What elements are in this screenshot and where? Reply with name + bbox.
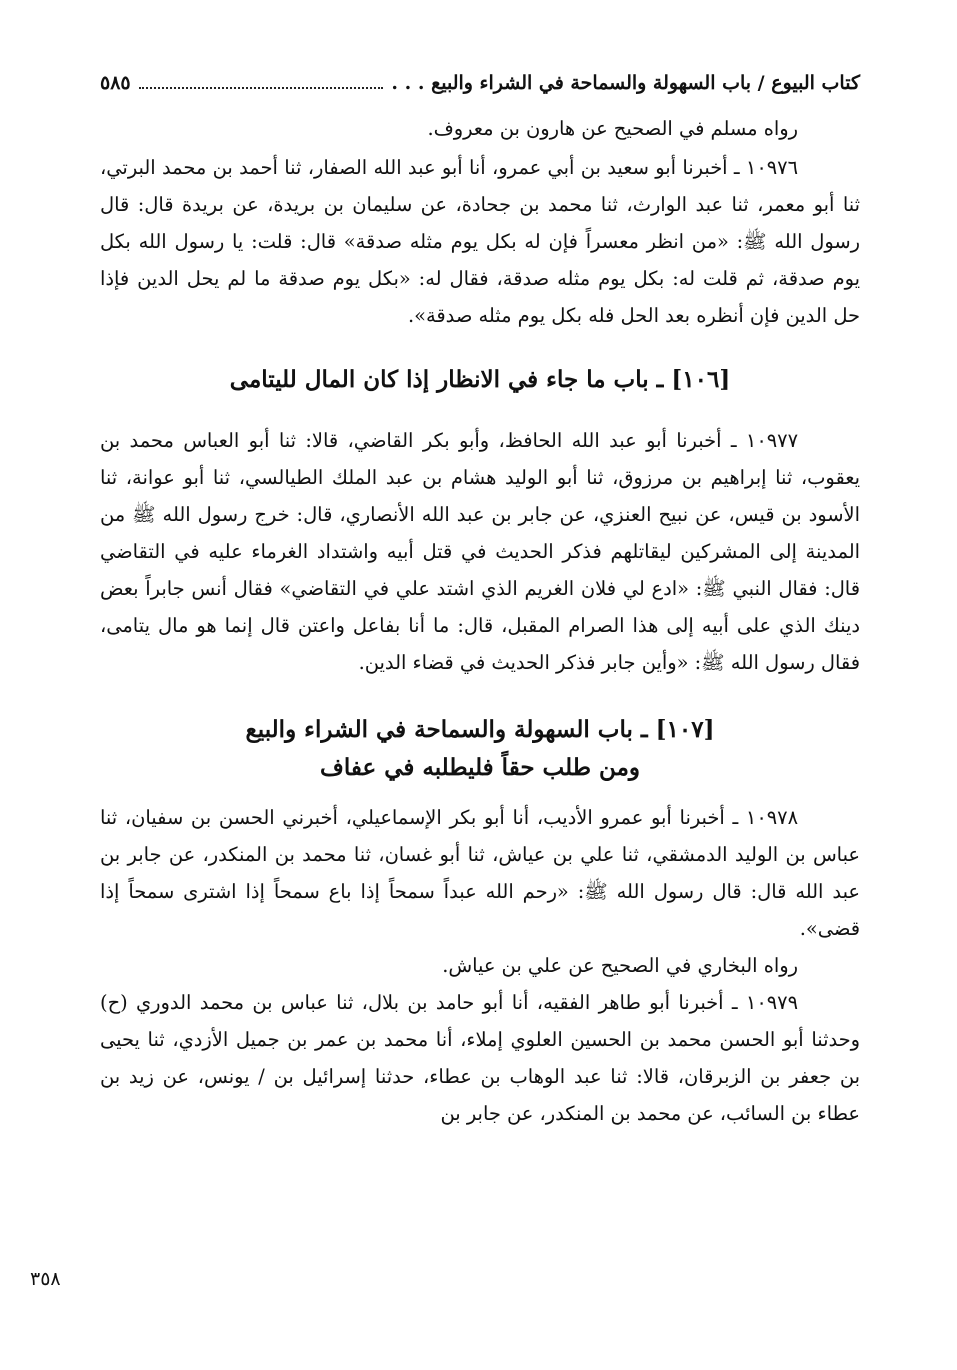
page-number: ٥٨٥ xyxy=(100,72,131,94)
running-title: كتاب البيوع / باب السهولة والسماحة في الشراء والبيع . . . xyxy=(391,72,860,94)
hadith-10978: ١٠٩٧٨ ـ أخبرنا أبو عمرو الأديب، أنا أبو بكر الإسماعيلي، أخبرني الحسن بن سفيان، ثنا عباس بن الوليد الدمشقي، ثنا علي بن عياش، ثنا أبو غسان، ثنا محمد بن المنكدر، عن جابر بن عبد الله قال: قال رسول الله ﷺ: «رحم الله عبداً سمحاً إذا باع سمحاً إذا اشترى سمحاً إذا قضى». xyxy=(100,806,860,940)
hadith-10976: ١٠٩٧٦ ـ أخبرنا أبو سعيد بن أبي عمرو، أنا أبو عبد الله الصفار، ثنا أحمد بن محمد البرتي، ثنا أبو معمر، ثنا عبد الوارث، ثنا محمد بن جحادة، عن سليمان بن بريدة، عن بريدة قال: قال رسول الله ﷺ: «من انظر معسراً فإن له بكل يوم مثله صدقة» قال: قلت: يا رسول الله بكل يوم صدقة، ثم قلت له: بكل يوم مثله صدقة، فقال له: «بكل يوم صدقة ما لم يحل الدين فإذا حل الدين فإن أنظره بعد الحل فله بكل يوم مثله صدقة». xyxy=(100,156,860,327)
margin-page-marker: ٣٥٨ xyxy=(30,1268,61,1290)
book-page xyxy=(100,72,860,1340)
chapter-107-title-line2: ومن طلب حقاً فليطلبه في عفاف xyxy=(319,754,640,781)
chapter-heading-106 xyxy=(100,361,860,399)
header-rule xyxy=(139,87,384,89)
chapter-107-title-line1: [١٠٧] ـ باب السهولة والسماحة في الشراء والبيع xyxy=(245,716,715,743)
narration-note-bukhari: رواه البخاري في الصحيح عن علي بن عياش. xyxy=(442,954,798,977)
hadith-10979: ١٠٩٧٩ ـ أخبرنا أبو طاهر الفقيه، أنا أبو حامد بن بلال، ثنا عباس بن محمد الدوري (ح) وحدثنا أبو الحسن محمد بن الحسين العلوي إملاء، أنا محمد بن عمر بن جميل الأزدي، ثنا يحيى بن جعفر بن الزبرقان، قالا: ثنا عبد الوهاب بن عطاء، حدثنا إسرائيل بن / يونس، عن زيد بن عطاء بن السائب، عن محمد بن المنكدر، عن جابر بن xyxy=(100,991,860,1125)
narration-note-muslim: رواه مسلم في الصحيح عن هارون بن معروف. xyxy=(427,117,798,140)
hadith-10977: ١٠٩٧٧ ـ أخبرنا أبو عبد الله الحافظ، وأبو بكر القاضي، قالا: ثنا أبو العباس محمد بن يعقوب، ثنا إبراهيم بن مرزوق، ثنا أبو الوليد هشام بن عبد الملك الطيالسي، ثنا أبو عوانة، ثنا الأسود بن قيس، عن نبيح العنزي، عن جابر بن عبد الله الأنصاري، قال: خرج رسول الله ﷺ من المدينة إلى المشركين ليقاتلهم فذكر الحديث في قتل أبيه واشتداد الغرماء عليه في التقاضي قال: فقال النبي ﷺ: «ادع لي فلان الغريم الذي اشتد علي في التقاضي» فقال أنس جابراً بعض دينك الذي على أبيه إلى هذا الصرام المقبل، قال: ما أنا بفاعل واعتن قال إنما هو مال يتامى، فقال رسول الله ﷺ: «وأين جابر فذكر الحديث في قضاء الدين. xyxy=(100,429,860,674)
running-header xyxy=(100,72,860,110)
chapter-106-title: [١٠٦] ـ باب ما جاء في الانظار إذا كان المال لليتامى xyxy=(229,366,731,393)
chapter-heading-107 xyxy=(100,711,860,787)
